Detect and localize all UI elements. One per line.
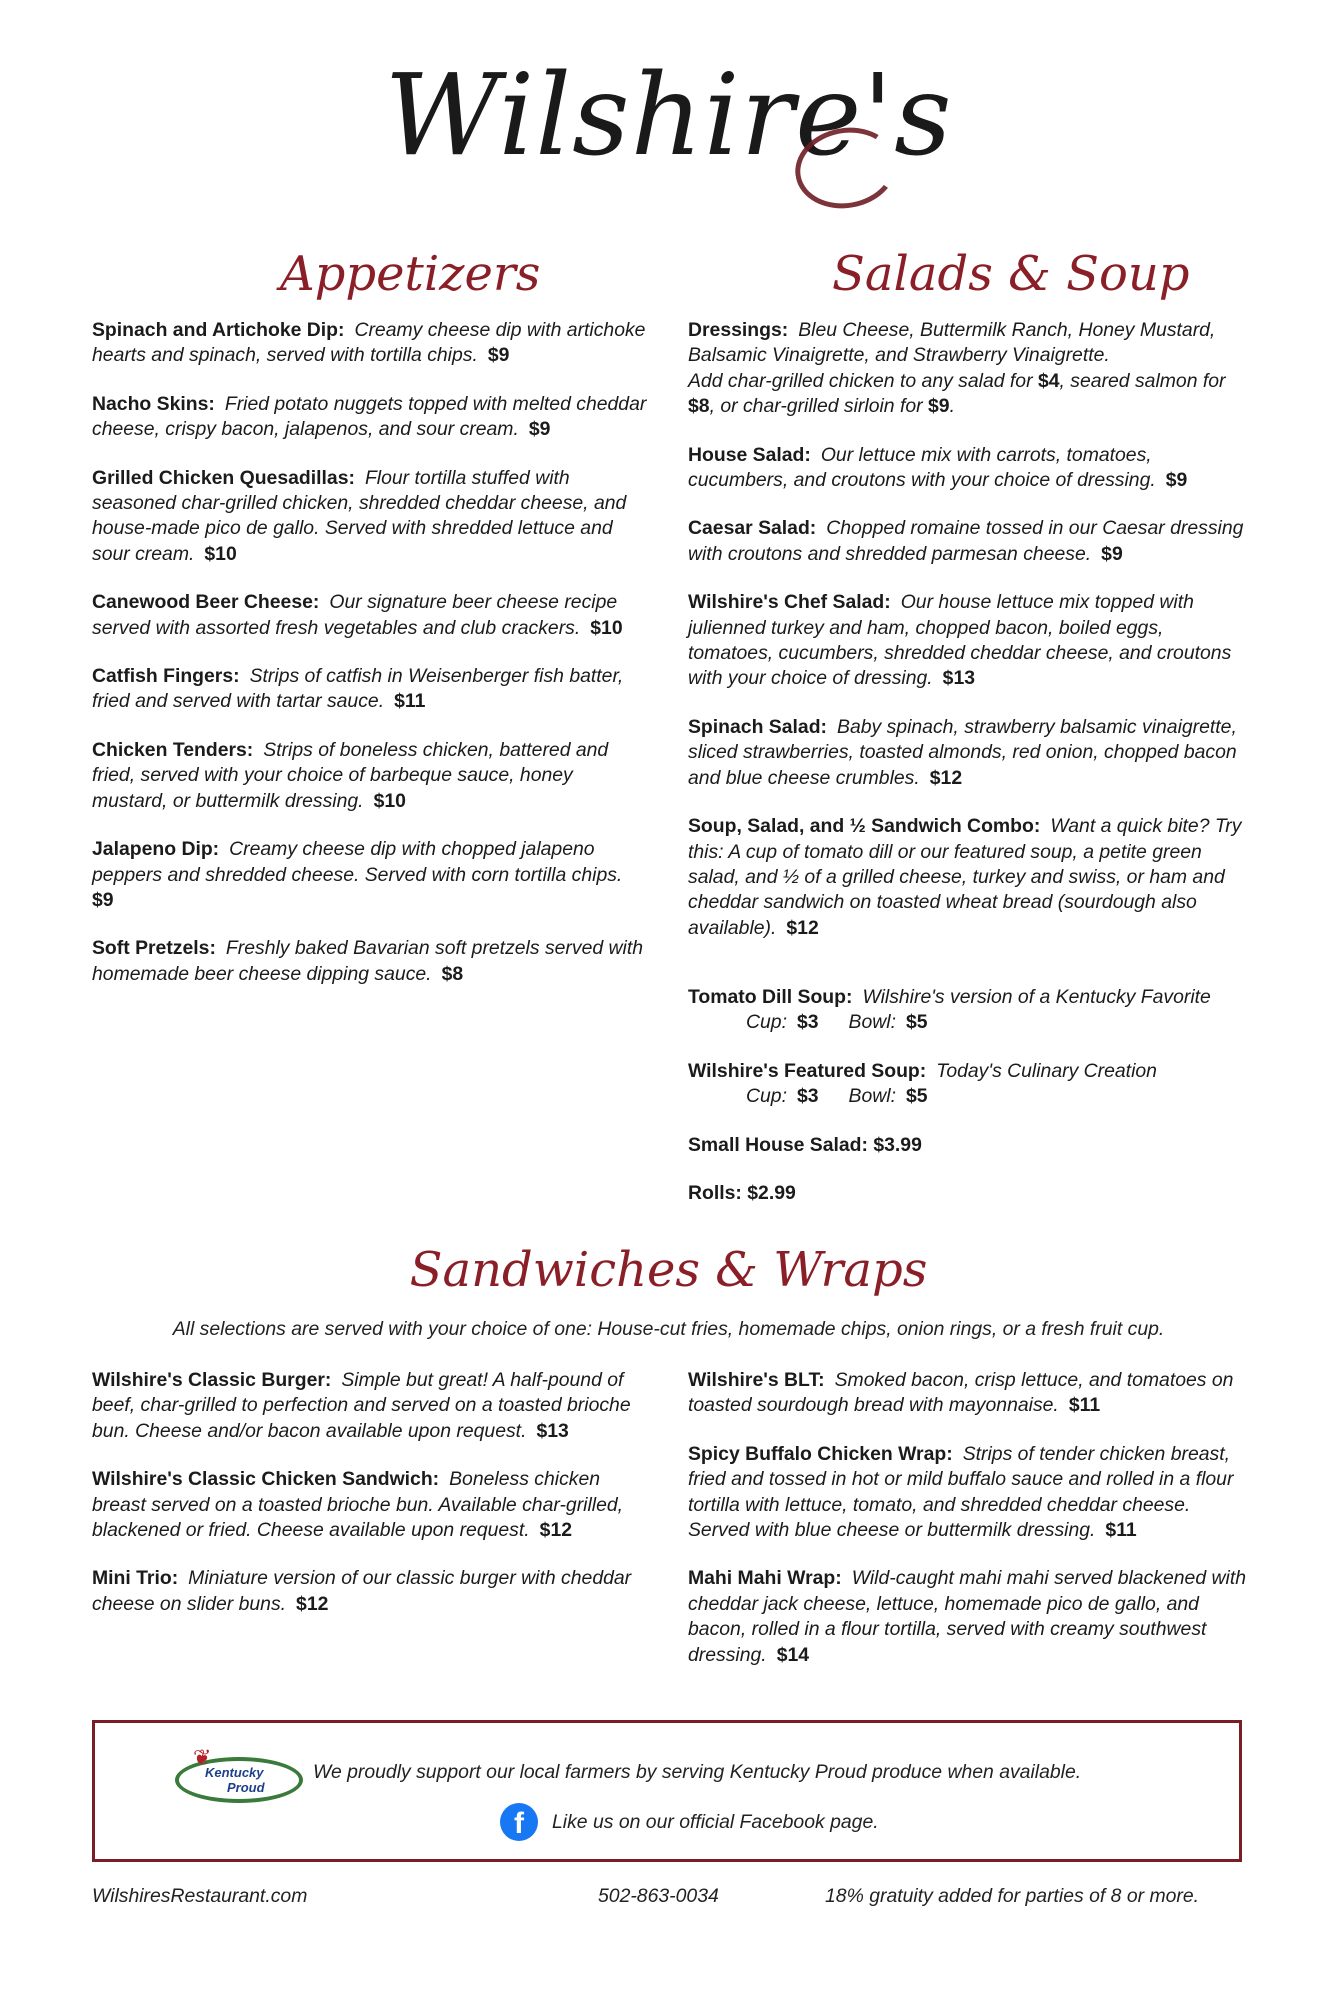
menu-item-desc: Want a quick bite? Try this: A cup of tomato dill or our featured soup, a petite green salad, and ½ of a grilled cheese, turkey and swiss, or ham and cheddar sandwich on toasted wheat bread (sourdough also available).: [688, 815, 1242, 939]
soup-cup-price: $3: [796, 1085, 819, 1108]
menu-item-name: Spicy Buffalo Chicken Wrap:: [688, 1442, 953, 1465]
menu-item-price: $12: [296, 1592, 329, 1615]
soup-name: Tomato Dill Soup:: [688, 986, 853, 1008]
menu-item-desc: Baby spinach, strawberry balsamic vinaigrette, sliced strawberries, toasted almonds, red onion, chopped bacon and blue cheese crumbles.: [688, 715, 1237, 789]
soup-cup-label: Cup:: [746, 1085, 787, 1108]
soup-bowl-price: $5: [905, 1011, 928, 1034]
menu-item-name: Soup, Salad, and ½ Sandwich Combo:: [688, 815, 1041, 838]
menu-item-desc: Fried potato nuggets topped with melted cheddar cheese, crispy bacon, jalapenos, and sour cream.: [92, 392, 647, 441]
restaurant-logo: Wilshire's: [384, 51, 953, 181]
small-house-salad-label: Small House Salad: $3.99: [688, 1133, 922, 1156]
addon-chicken-price: $4: [1037, 369, 1060, 392]
soup-items: [688, 985, 1248, 1110]
salad-items: [688, 443, 1248, 942]
menu-item-name: Soft Pretzels:: [92, 937, 216, 960]
menu-item: [92, 392, 652, 443]
rolls-label: Rolls: $2.99: [688, 1182, 796, 1205]
menu-item-price: $9: [92, 888, 114, 911]
menu-item-price: $9: [1165, 469, 1188, 492]
menu-item-name: Grilled Chicken Quesadillas:: [92, 466, 355, 489]
menu-item: [92, 318, 652, 369]
local-farmers-text: We proudly support our local farmers by serving Kentucky Proud produce when available.: [313, 1761, 1082, 1783]
menu-item-price: $9: [528, 418, 551, 441]
menu-item-desc: Creamy cheese dip with chopped jalapeno peppers and shredded cheese. Served with corn tortilla chips.: [92, 838, 623, 886]
menu-item-price: $9: [487, 344, 510, 367]
soup-item: [688, 1059, 1248, 1110]
menu-item-price: $12: [539, 1519, 573, 1542]
menu-item: [688, 1442, 1248, 1544]
small-house-salad: [688, 1133, 1248, 1158]
salads-soup-title: Salads & Soup: [832, 246, 1190, 302]
menu-item: [92, 664, 652, 715]
salads-list: [688, 318, 1248, 964]
kentucky-proud-text-1: Kentucky: [205, 1765, 264, 1780]
menu-item-desc: Boneless chicken breast served on a toasted brioche bun. Available char-grilled, blackened or fried. Cheese available upon request.: [92, 1468, 624, 1542]
menu-item: [92, 1566, 652, 1617]
addon-end: .: [949, 395, 955, 418]
sandwiches-right-list: [688, 1368, 1248, 1691]
menu-item: [92, 1368, 652, 1444]
menu-item-name: Spinach and Artichoke Dip:: [92, 319, 345, 341]
menu-item-price: $10: [590, 616, 623, 639]
dressings-item: [688, 318, 1248, 420]
menu-item-price: $8: [441, 962, 464, 985]
website-link[interactable]: WilshiresRestaurant.com: [92, 1885, 308, 1907]
menu-item-name: Canewood Beer Cheese:: [92, 591, 320, 614]
menu-item-desc: Strips of tender chicken breast, fried and tossed in hot or mild buffalo sauce and rolled in a flour tortilla with lettuce, tomato, and shredded cheddar cheese. Served with blue cheese or buttermilk dressing.: [688, 1442, 1234, 1542]
menu-item-price: $10: [204, 542, 237, 565]
menu-item-name: Wilshire's BLT:: [688, 1369, 825, 1391]
menu-item-name: Catfish Fingers:: [92, 665, 240, 688]
menu-item-desc: Freshly baked Bavarian soft pretzels served with homemade beer cheese dipping sauce.: [92, 937, 644, 985]
menu-item-price: $13: [942, 667, 976, 690]
sandwiches-title: Sandwiches & Wraps: [409, 1242, 928, 1298]
menu-item: [688, 443, 1248, 494]
menu-item-desc: Our signature beer cheese recipe served with assorted fresh vegetables and club crackers.: [92, 591, 618, 639]
menu-item-name: Mahi Mahi Wrap:: [688, 1567, 842, 1590]
menu-item: [688, 516, 1248, 567]
sandwiches-left-list: [92, 1368, 652, 1640]
menu-item: [92, 738, 652, 814]
menu-item-name: Spinach Salad:: [688, 715, 828, 738]
menu-item-name: Jalapeno Dip:: [92, 838, 220, 861]
phone-number: 502-863-0034: [598, 1885, 719, 1907]
menu-item-name: Wilshire's Chef Salad:: [688, 591, 891, 614]
menu-item-name: Wilshire's Classic Burger:: [92, 1369, 332, 1391]
soup-bowl-label: Bowl:: [848, 1011, 896, 1034]
kentucky-proud-text-2: Proud: [227, 1780, 265, 1795]
menu-item: [92, 936, 652, 987]
menu-item-desc: Simple but great! A half-pound of beef, char-grilled to perfection and served on a toasted brioche bun. Cheese and/or bacon available upon request.: [92, 1369, 631, 1442]
menu-item-name: Wilshire's Classic Chicken Sandwich:: [92, 1468, 440, 1491]
menu-item-price: $11: [394, 690, 426, 713]
menu-item: [92, 466, 652, 568]
cardinal-icon: ❦: [193, 1745, 212, 1770]
soup-desc: Today's Culinary Creation: [936, 1059, 1157, 1082]
facebook-text[interactable]: Like us on our official Facebook page.: [552, 1811, 879, 1833]
menu-item-desc: Smoked bacon, crisp lettuce, and tomatoes on toasted sourdough bread with mayonnaise.: [688, 1369, 1234, 1417]
gratuity-note: 18% gratuity added for parties of 8 or more.: [825, 1885, 1200, 1907]
menu-item-desc: Miniature version of our classic burger with cheddar cheese on slider buns.: [92, 1567, 632, 1615]
menu-item: [688, 590, 1248, 692]
menu-item-price: $13: [536, 1419, 569, 1442]
menu-item-name: Caesar Salad:: [688, 517, 817, 540]
soup-bowl-price: $5: [905, 1085, 928, 1108]
menu-item: [92, 590, 652, 641]
menu-item-name: Nacho Skins:: [92, 392, 215, 415]
soups-list: [688, 985, 1248, 1229]
soup-bowl-label: Bowl:: [848, 1085, 896, 1108]
rolls: [688, 1181, 1248, 1206]
menu-item-price: $9: [1101, 542, 1123, 565]
menu-item-price: $11: [1105, 1519, 1137, 1542]
menu-item: [688, 1368, 1248, 1419]
menu-item-name: Chicken Tenders:: [92, 738, 254, 761]
addon-chicken: Add char-grilled chicken to any salad for: [688, 369, 1033, 392]
menu-item-price: $14: [776, 1643, 810, 1666]
kentucky-proud-logo: [175, 1745, 305, 1807]
menu-item-price: $12: [786, 916, 819, 939]
addon-salmon-price: $8: [688, 395, 710, 418]
menu-item-desc: Strips of boneless chicken, battered and fried, served with your choice of barbeque sauce, honey mustard, or buttermilk dressing.: [92, 738, 609, 812]
menu-item-desc: Creamy cheese dip with artichoke hearts and spinach, served with tortilla chips.: [92, 319, 646, 367]
menu-item-name: Mini Trio:: [92, 1567, 179, 1590]
menu-item: [688, 814, 1248, 941]
menu-item-desc: Strips of catfish in Weisenberger fish batter, fried and served with tartar sauce.: [92, 665, 624, 713]
addon-salmon: , seared salmon for: [1059, 369, 1226, 392]
facebook-icon[interactable]: f: [500, 1803, 538, 1841]
menu-item-desc: Our house lettuce mix topped with julienned turkey and ham, chopped bacon, boiled eggs, tomatoes, cucumbers, shredded cheddar cheese, and croutons with your choice of dressing.: [688, 591, 1232, 690]
dressings-name: Dressings:: [688, 319, 789, 341]
menu-item: [688, 715, 1248, 791]
footer-box: [92, 1720, 1242, 1862]
dressings-desc: Bleu Cheese, Buttermilk Ranch, Honey Mustard, Balsamic Vinaigrette, and Strawberry Vinaigrette.: [688, 319, 1216, 367]
addon-sirloin: , or char-grilled sirloin for: [709, 395, 923, 418]
soup-cup-label: Cup:: [746, 1011, 787, 1034]
menu-item: [92, 1467, 652, 1543]
appetizers-title: Appetizers: [280, 246, 541, 302]
menu-item-desc: Wild-caught mahi mahi served blackened with cheddar jack cheese, lettuce, homemade pico de gallo, and bacon, rolled in a flour tortilla, served with creamy southwest dressing.: [688, 1567, 1246, 1666]
menu-item-desc: Flour tortilla stuffed with seasoned char-grilled chicken, shredded cheddar cheese, and house-made pico de gallo. Served with shredded lettuce and sour cream.: [92, 466, 627, 565]
menu-item-price: $12: [929, 766, 963, 789]
soup-desc: Wilshire's version of a Kentucky Favorite: [862, 986, 1211, 1008]
menu-item: [92, 837, 652, 913]
menu-item-price: $10: [373, 789, 406, 812]
soup-cup-price: $3: [796, 1011, 819, 1034]
menu-item-desc: Chopped romaine tossed in our Caesar dressing with croutons and shredded parmesan cheese.: [688, 517, 1244, 565]
soup-item: [688, 985, 1248, 1036]
menu-item-price: $11: [1068, 1394, 1101, 1417]
menu-item-name: House Salad:: [688, 443, 811, 466]
appetizers-list: [92, 318, 652, 1010]
menu-item-desc: Our lettuce mix with carrots, tomatoes, cucumbers, and croutons with your choice of dressing.: [688, 443, 1156, 492]
sandwiches-subtitle: All selections are served with your choice of one: House-cut fries, homemade chips, onion rings, or a fresh fruit cup.: [172, 1318, 1165, 1340]
soup-name: Wilshire's Featured Soup:: [688, 1059, 927, 1082]
menu-item: [688, 1566, 1248, 1668]
addon-sirloin-price: $9: [927, 395, 950, 418]
